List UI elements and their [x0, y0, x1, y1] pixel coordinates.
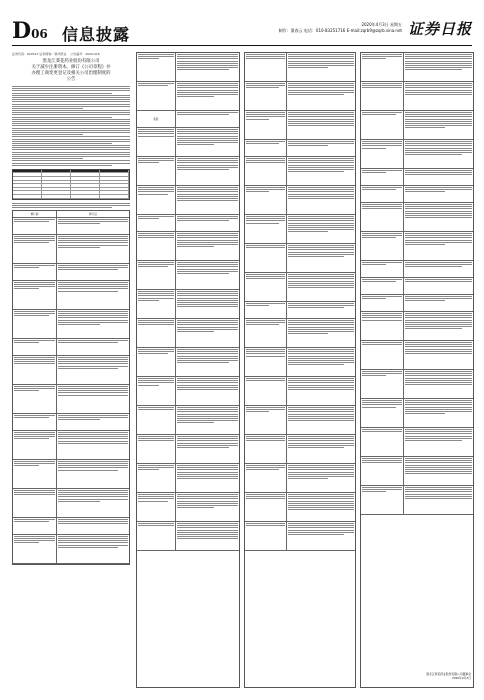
notice-title-line2: 关于减少注册资本、修订《公司章程》并	[31, 65, 111, 70]
dateline-contact: 制作：董春云 电话：010-83251716 E-mail:zqrb9@zqrb.sina.net	[278, 28, 402, 33]
column-4	[360, 52, 474, 688]
signature-company: 黑龙江葵花药业股份有限公司董事会	[426, 672, 471, 676]
dateline	[242, 22, 402, 34]
notice-header	[12, 52, 130, 56]
dateline-date: 2020年4月3日 星期五	[361, 22, 402, 27]
page-letter: D	[12, 18, 32, 44]
masthead-rule	[12, 45, 472, 46]
signature-date: 2020年4月3日	[451, 676, 471, 680]
newspaper-logo: 证券日报	[407, 20, 472, 38]
column-1	[12, 52, 130, 686]
notice-title-line4: 公告	[66, 77, 76, 82]
share-change-table	[12, 169, 130, 200]
table-cell-label: 条款	[153, 118, 159, 121]
page-digits: 06	[31, 27, 48, 41]
articles-table	[12, 210, 130, 565]
body-text-block	[12, 86, 130, 166]
column-2	[136, 52, 240, 688]
signature-block	[395, 672, 471, 680]
masthead	[12, 18, 472, 44]
page-number	[12, 18, 48, 44]
column-3	[244, 52, 356, 688]
notice-header-right: 公告编号：2020-016	[70, 52, 100, 56]
notice-title-line3: 办理工商变更登记及相关公司治理制度的	[31, 71, 111, 76]
table-head-after: 修订后	[89, 212, 97, 216]
notice-title-line1: 黑龙江葵花药业股份有限公司	[42, 59, 100, 64]
section-title: 信息披露	[62, 25, 131, 44]
table-head-before: 修订前	[30, 212, 39, 216]
notice-title	[12, 59, 130, 83]
notice-header-left: 证券代码：600513 证券简称：联环药业	[12, 52, 67, 56]
